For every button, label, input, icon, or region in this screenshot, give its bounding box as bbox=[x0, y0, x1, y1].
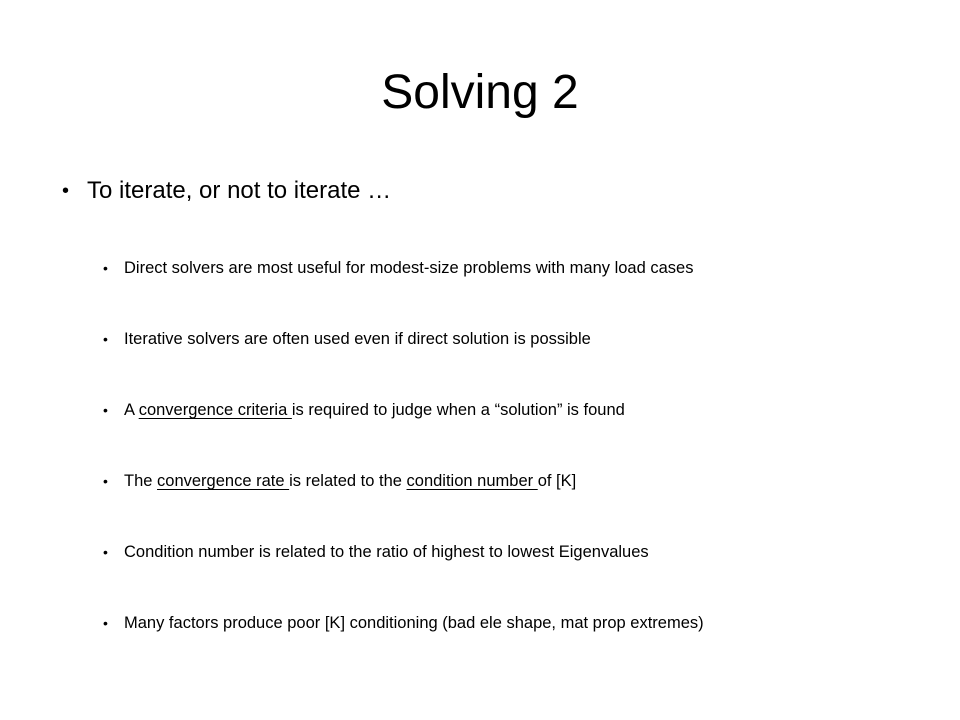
bullet-icon: • bbox=[103, 402, 108, 418]
text-segment: is related to the bbox=[289, 472, 407, 490]
bullet-icon: • bbox=[103, 260, 108, 276]
sub-bullet-text: Condition number is related to the ratio of highest to lowest Eigenvalues bbox=[124, 543, 649, 561]
sub-bullet-text: Direct solvers are most useful for modest-size problems with many load cases bbox=[124, 259, 694, 277]
slide-title: Solving 2 bbox=[381, 66, 579, 119]
sub-bullet-text: Many factors produce poor [K] conditioning (bad ele shape, mat prop extremes) bbox=[124, 614, 704, 632]
sub-bullet-text bbox=[124, 467, 576, 495]
bullet-icon: • bbox=[103, 544, 108, 560]
bullet-icon: • bbox=[103, 331, 108, 347]
bullet-icon: • bbox=[62, 180, 70, 202]
underlined-term-convergence-rate: convergence rate bbox=[157, 472, 290, 490]
text-segment: The bbox=[124, 472, 158, 490]
underlined-term-condition-number: condition number bbox=[406, 472, 538, 490]
sub-bullet-text: Iterative solvers are often used even if direct solution is possible bbox=[124, 330, 591, 348]
text-segment: of [K] bbox=[537, 472, 577, 490]
main-bullet-text: To iterate, or not to iterate … bbox=[87, 177, 392, 204]
bullet-icon: • bbox=[103, 473, 108, 489]
sub-bullet-text bbox=[124, 396, 625, 424]
bullet-icon: • bbox=[103, 615, 108, 631]
text-segment: A bbox=[124, 401, 139, 419]
underlined-term-convergence-criteria: convergence criteria bbox=[138, 401, 292, 419]
text-segment: is required to judge when a “solution” is found bbox=[291, 401, 625, 419]
